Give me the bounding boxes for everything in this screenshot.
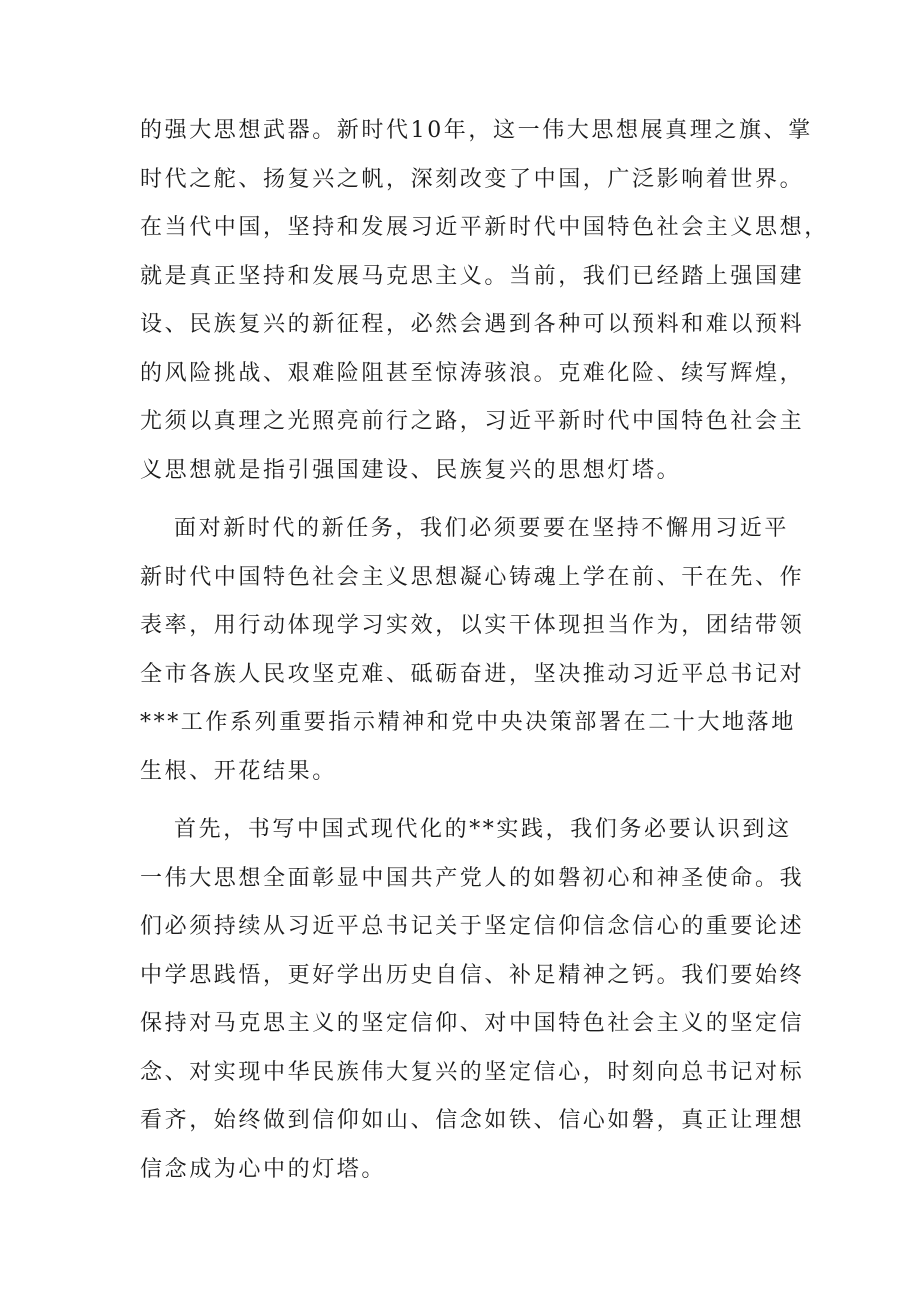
paragraph-3 — [140, 806, 805, 1194]
text-line: 就是真正坚持和发展马克思主义。当前，我们已经踏上强国建 — [140, 263, 805, 289]
text-line: 看齐，始终做到信仰如山、信念如铁、信心如磐，真正让理想 — [140, 1108, 805, 1133]
text-line: 面对新时代的新任务，我们必须要要在坚持不懈用习近平 — [174, 516, 790, 541]
paragraph-2 — [140, 505, 805, 796]
text-line: 们必须持续从习近平总书记关于坚定信仰信念信心的重要论述 — [140, 914, 805, 939]
text-line: 中学思践悟，更好学出历史自信、补足精神之钙。我们要始终 — [140, 962, 805, 988]
text-line: 念、对实现中华民族伟大复兴的坚定信心，时刻向总书记对标 — [140, 1059, 805, 1085]
text-line: 新时代中国特色社会主义思想凝心铸魂上学在前、干在先、作 — [140, 564, 805, 590]
text-line: 生根、开花结果。 — [140, 758, 337, 784]
paragraph-1 — [140, 107, 829, 495]
text-line: 保持对马克思主义的坚定信仰、对中国特色社会主义的坚定信 — [140, 1011, 805, 1036]
text-line: 表率，用行动体现学习实效，以实干体现担当作为，团结带领 — [140, 613, 805, 638]
text-line: 一伟大思想全面彰显中国共产党人的如磐初心和神圣使命。我 — [140, 865, 805, 891]
text-line: 的风险挑战、艰难险阻甚至惊涛骇浪。克难化险、续写辉煌， — [140, 360, 805, 386]
text-line: 设、民族复兴的新征程，必然会遇到各种可以预料和难以预料 — [140, 312, 805, 337]
text-line: 首先，书写中国式现代化的**实践，我们务必要认识到这 — [174, 817, 792, 842]
text-line: 的强大思想武器。新时代10年，这一伟大思想展真理之旗、掌 — [140, 118, 813, 143]
text-line: 义思想就是指引强国建设、民族复兴的思想灯塔。 — [140, 457, 682, 483]
text-line: 时代之舵、扬复兴之帆，深刻改变了中国，广泛影响着世界。 — [140, 166, 805, 192]
text-line: 全市各族人民攻坚克难、砥砺奋进，坚决推动习近平总书记对 — [140, 661, 805, 687]
text-line: 尤须以真理之光照亮前行之路，习近平新时代中国特色社会主 — [140, 409, 805, 434]
text-line: 信念成为心中的灯塔。 — [140, 1156, 387, 1182]
text-line: 在当代中国，坚持和发展习近平新时代中国特色社会主义思想， — [140, 215, 829, 240]
text-line: ***工作系列重要指示精神和党中央决策部署在二十大地落地 — [140, 710, 796, 735]
